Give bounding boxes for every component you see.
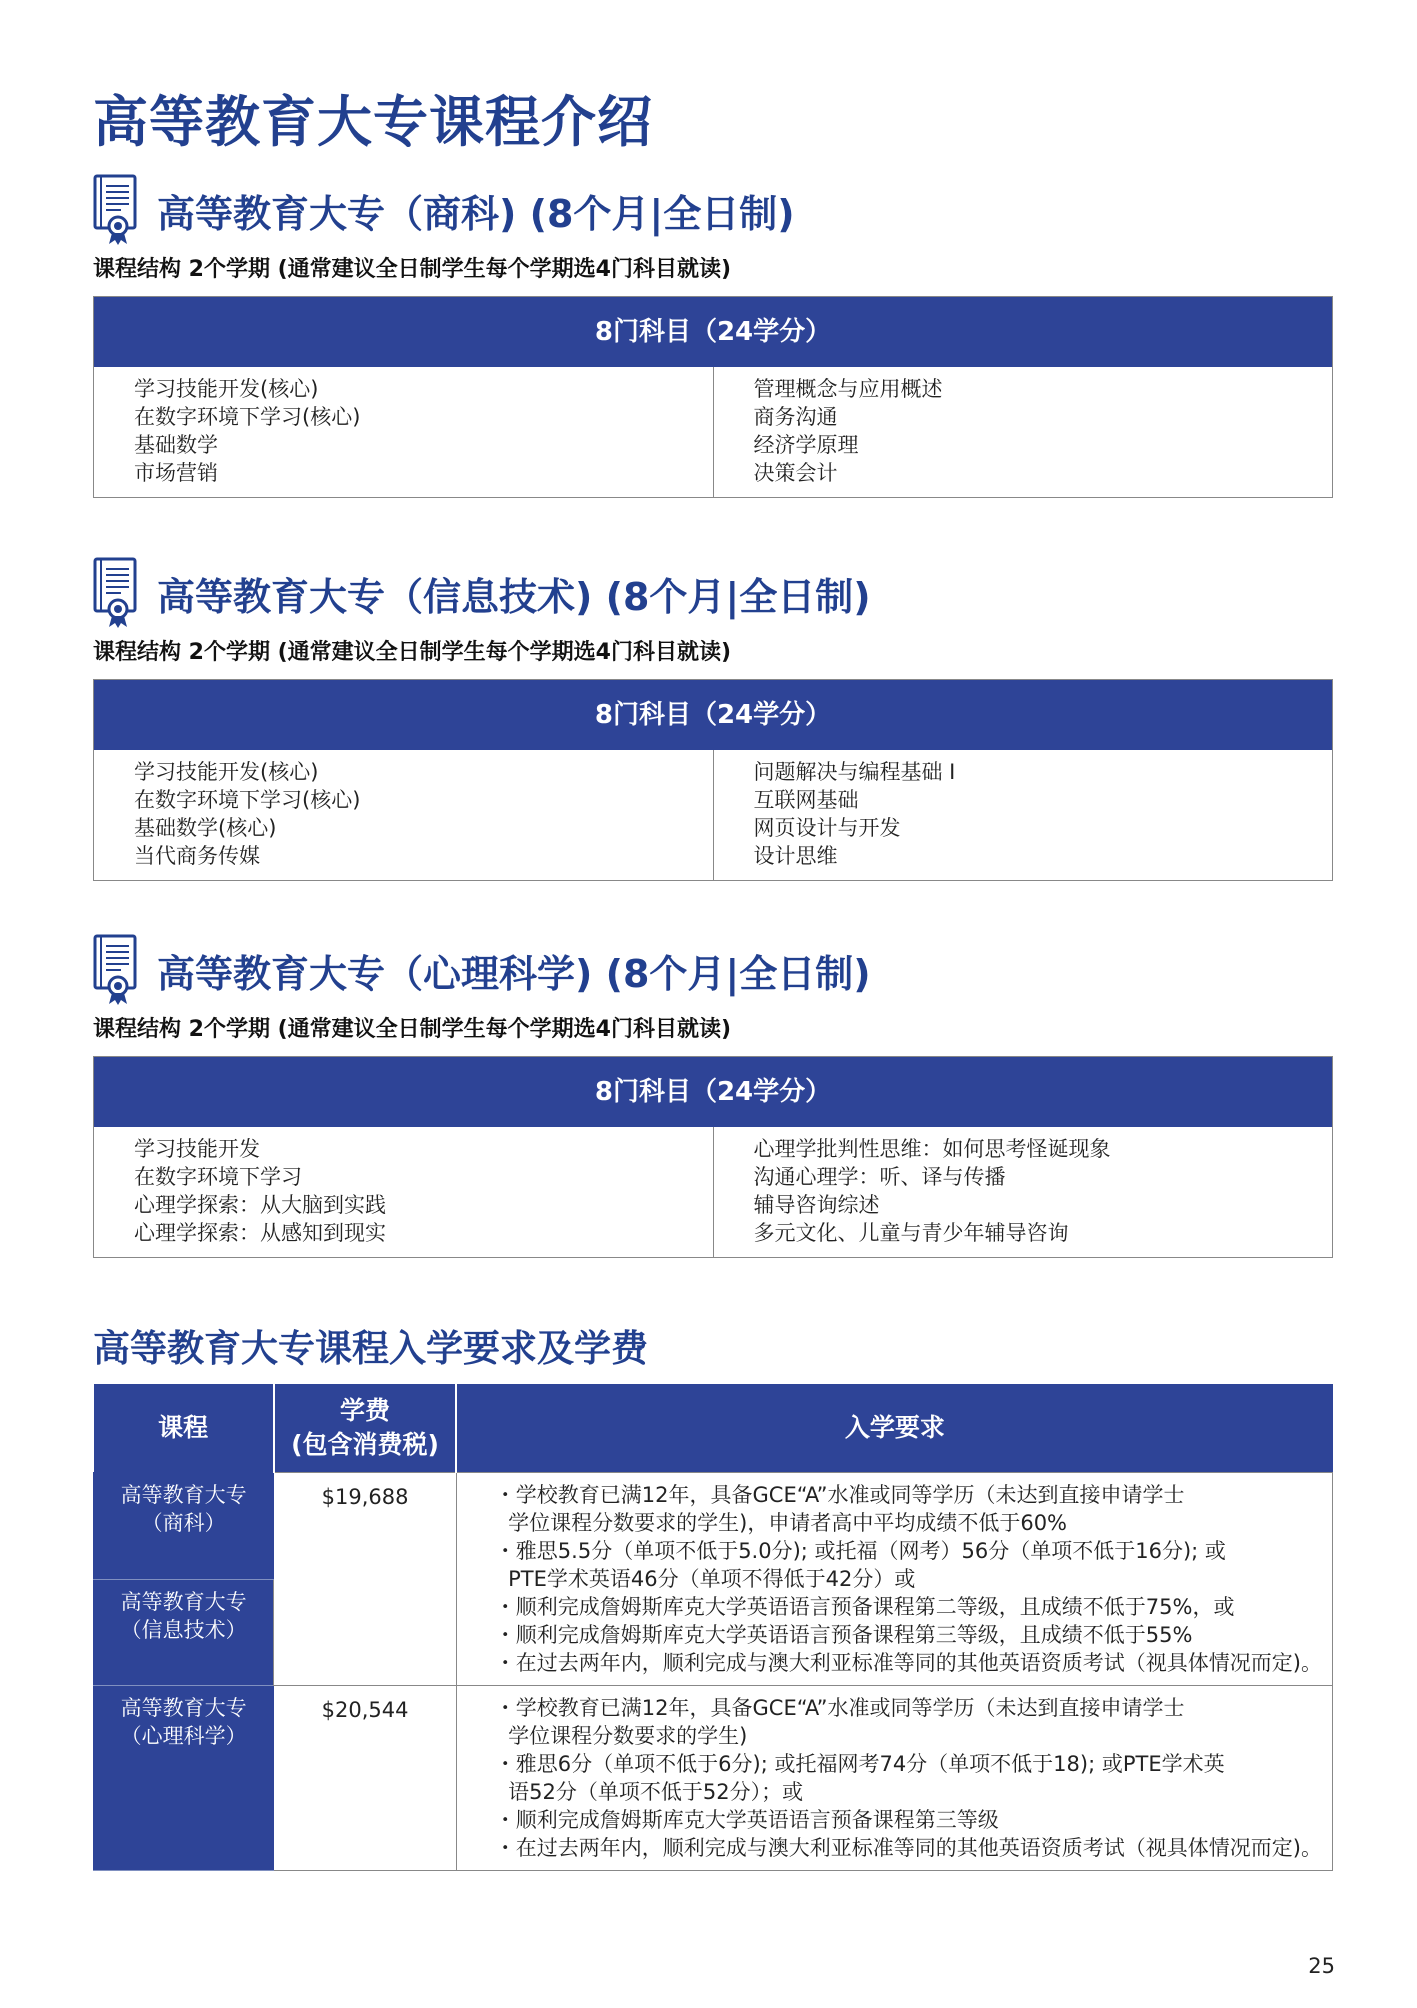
program-heading (93, 932, 1333, 1008)
program-section-it (93, 555, 1333, 881)
requirements-row (94, 1686, 1333, 1871)
program-title: 高等教育大专（信息技术) (8个月|全日制) (157, 574, 871, 619)
subjects-right-column (713, 367, 1333, 497)
program-title: 高等教育大专（商科) (8个月|全日制) (157, 191, 795, 236)
subject-item: 管理概念与应用概述 (753, 377, 943, 401)
subject-item: 商务沟通 (753, 405, 838, 429)
subject-item: 经济学原理 (753, 433, 859, 457)
subject-item: 互联网基础 (753, 788, 859, 812)
course-name: 高等教育大专 （心理科学） (120, 1696, 247, 1748)
requirement-line: ・顺利完成詹姆斯库克大学英语语言预备课程第二等级，且成绩不低于75%，或 (494, 1595, 1235, 1619)
requirements-cell (456, 1473, 1332, 1686)
subjects-right-column (713, 750, 1333, 880)
requirements-cell (456, 1686, 1332, 1871)
course-cell (94, 1579, 274, 1686)
fee-cell: $19,688 (274, 1473, 457, 1686)
requirement-line: PTE学术英语46分（单项不得低于42分）或 (494, 1567, 916, 1591)
subject-item: 心理学探索：从感知到现实 (134, 1221, 386, 1245)
subject-item: 网页设计与开发 (753, 816, 901, 840)
subject-item: 沟通心理学：听、译与传播 (753, 1165, 1006, 1189)
requirement-line: 语52分（单项不低于52分）；或 (494, 1780, 804, 1804)
subjects-table-body (94, 367, 1332, 497)
subject-item: 在数字环境下学习(核心) (134, 788, 361, 812)
subject-item: 当代商务传媒 (134, 844, 260, 868)
subject-item: 市场营销 (134, 461, 218, 485)
subjects-left-column (94, 1127, 713, 1257)
requirement-line: ・顺利完成詹姆斯库克大学英语语言预备课程第三等级，且成绩不低于55% (494, 1623, 1193, 1647)
subjects-table (93, 296, 1333, 498)
header-course: 课程 (94, 1384, 274, 1473)
header-requirements: 入学要求 (456, 1384, 1332, 1473)
subjects-left-column (94, 750, 713, 880)
requirements-row (94, 1473, 1333, 1580)
subjects-table-header: 8门科目（24学分） (94, 1057, 1332, 1127)
subjects-left-column (94, 367, 713, 497)
program-title: 高等教育大专（心理科学) (8个月|全日制) (157, 951, 871, 996)
subject-item: 在数字环境下学习 (134, 1165, 302, 1189)
header-fee-line2: (包含消费税) (291, 1430, 439, 1459)
requirement-line: 学位课程分数要求的学生) (494, 1724, 748, 1748)
subjects-table (93, 1056, 1333, 1258)
requirement-line: 学位课程分数要求的学生)，申请者高中平均成绩不低于60% (494, 1511, 1068, 1535)
subject-item: 问题解决与编程基础 I (753, 760, 956, 784)
subject-item: 学习技能开发 (134, 1137, 260, 1161)
requirements-title: 高等教育大专课程入学要求及学费 (93, 1327, 648, 1370)
subject-item: 学习技能开发(核心) (134, 377, 319, 401)
page-title: 高等教育大专课程介绍 (93, 90, 654, 154)
certificate-icon (93, 174, 139, 246)
subject-item: 基础数学 (134, 433, 218, 457)
certificate-icon (93, 557, 139, 629)
subject-item: 设计思维 (753, 844, 838, 868)
requirement-line: ・学校教育已满12年，具备GCE“A”水准或同等学历（未达到直接申请学士 (494, 1696, 1185, 1720)
program-structure: 课程结构 2个学期 (通常建议全日制学生每个学期选4门科目就读) (93, 640, 732, 665)
requirement-line: ・雅思6分（单项不低于6分); 或托福网考74分（单项不低于18); 或PTE学术英 (494, 1752, 1225, 1776)
requirement-line: ・学校教育已满12年，具备GCE“A”水准或同等学历（未达到直接申请学士 (494, 1483, 1185, 1507)
requirement-line: ・在过去两年内，顺利完成与澳大利亚标准等同的其他英语资质考试（视具体情况而定)。 (494, 1651, 1322, 1675)
program-heading (93, 172, 1333, 248)
subject-item: 决策会计 (753, 461, 838, 485)
subject-item: 在数字环境下学习(核心) (134, 405, 361, 429)
subjects-table-header: 8门科目（24学分） (94, 680, 1332, 750)
course-name: 高等教育大专 （信息技术） (120, 1589, 247, 1642)
certificate-icon (93, 934, 139, 1006)
requirement-line: ・雅思5.5分（单项不低于5.0分); 或托福（网考）56分（单项不低于16分); 或 (494, 1539, 1226, 1563)
subjects-table (93, 679, 1333, 881)
subjects-table-body (94, 1127, 1332, 1257)
requirement-line: ・在过去两年内，顺利完成与澳大利亚标准等同的其他英语资质考试（视具体情况而定)。 (494, 1836, 1322, 1860)
subject-item: 学习技能开发(核心) (134, 760, 319, 784)
subject-item: 基础数学(核心) (134, 816, 277, 840)
requirement-line: ・顺利完成詹姆斯库克大学英语语言预备课程第三等级 (494, 1808, 999, 1832)
course-cell (94, 1473, 274, 1580)
page-number: 25 (1308, 1954, 1335, 1978)
course-name: 高等教育大专 （商科） (120, 1483, 247, 1535)
program-structure: 课程结构 2个学期 (通常建议全日制学生每个学期选4门科目就读) (93, 257, 732, 282)
subject-item: 辅导咨询综述 (753, 1193, 880, 1217)
subjects-right-column (713, 1127, 1333, 1257)
requirements-header-row (94, 1384, 1333, 1473)
program-section-business (93, 172, 1333, 498)
subject-item: 心理学批判性思维：如何思考怪诞现象 (753, 1137, 1111, 1161)
program-heading (93, 555, 1333, 631)
subject-item: 多元文化、儿童与青少年辅导咨询 (753, 1221, 1069, 1245)
fee-cell: $20,544 (274, 1686, 457, 1871)
subjects-table-header: 8门科目（24学分） (94, 297, 1332, 367)
course-cell (94, 1686, 274, 1871)
header-fee-line1: 学费 (340, 1396, 391, 1425)
subject-item: 心理学探索：从大脑到实践 (134, 1193, 386, 1217)
header-fee (274, 1384, 457, 1473)
requirements-table (93, 1384, 1333, 1871)
program-section-psychology (93, 932, 1333, 1258)
subjects-table-body (94, 750, 1332, 880)
program-structure: 课程结构 2个学期 (通常建议全日制学生每个学期选4门科目就读) (93, 1017, 732, 1042)
